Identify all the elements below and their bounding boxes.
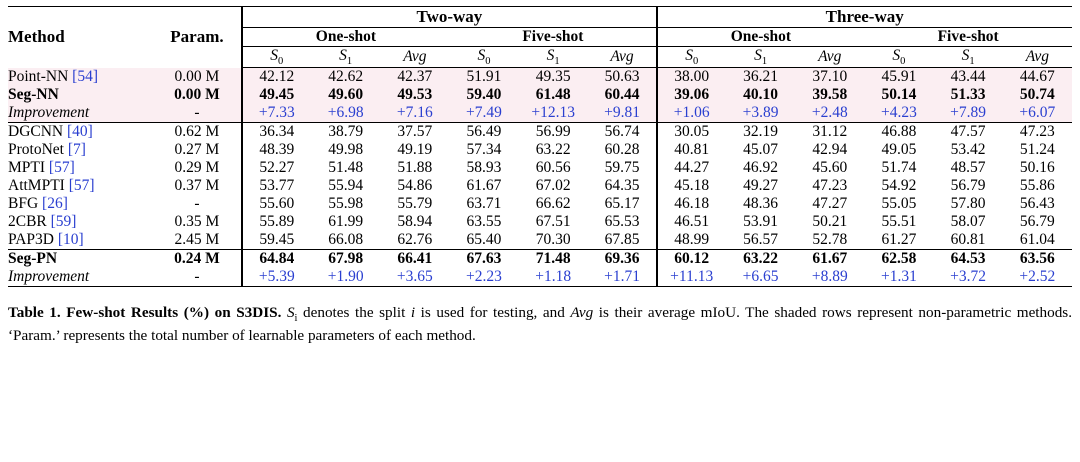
row-value: 31.12 bbox=[812, 123, 848, 141]
row-value: 60.12 bbox=[657, 250, 726, 269]
method-name: DGCNN bbox=[8, 123, 64, 141]
caption-label: Table 1. bbox=[8, 304, 61, 322]
method-name: ProtoNet bbox=[8, 141, 64, 159]
row-value: +1.06 bbox=[657, 104, 726, 123]
row-value: 59.40 bbox=[466, 86, 502, 104]
row-value: 62.76 bbox=[380, 231, 449, 250]
row-param: - bbox=[152, 268, 242, 287]
row-value: 65.53 bbox=[604, 213, 640, 231]
row-value: 47.27 bbox=[812, 195, 848, 213]
method-name: PAP3D bbox=[8, 231, 54, 249]
caption-sym-i: i bbox=[410, 304, 416, 322]
header-group-three-way: Three-way bbox=[657, 7, 1072, 28]
row-value: 63.55 bbox=[466, 213, 502, 231]
row-value: 50.74 bbox=[1019, 86, 1055, 104]
row-value: 63.71 bbox=[466, 195, 502, 213]
row-value: 36.21 bbox=[743, 68, 779, 86]
row-method bbox=[8, 123, 152, 142]
table-row bbox=[8, 68, 1072, 87]
row-value: 49.98 bbox=[328, 141, 364, 159]
table-row bbox=[8, 141, 1072, 159]
row-param: 0.35 M bbox=[174, 213, 220, 231]
row-value: 52.78 bbox=[795, 231, 864, 250]
header-metric-s0: $S_0$ bbox=[242, 47, 311, 68]
row-value: 56.74 bbox=[604, 123, 640, 141]
table-row bbox=[8, 104, 1072, 123]
caption-rest-3: is their average mIoU. The shaded rows represent non-parametric methods. ‘Param.’ represents the total number of learnable parameters of each method. bbox=[8, 304, 1073, 345]
header-param: Param. bbox=[152, 7, 242, 68]
row-value: 48.99 bbox=[657, 231, 726, 250]
row-value: 45.91 bbox=[881, 68, 917, 86]
row-value: 64.35 bbox=[604, 177, 640, 195]
row-value: 56.49 bbox=[466, 123, 502, 141]
row-value: +3.65 bbox=[380, 268, 449, 287]
row-param: 0.62 M bbox=[174, 123, 220, 141]
row-value: +1.71 bbox=[588, 268, 657, 287]
row-value: +3.89 bbox=[726, 104, 795, 123]
row-value: 65.17 bbox=[604, 195, 640, 213]
row-value: 51.88 bbox=[397, 159, 433, 177]
row-value: 64.84 bbox=[242, 250, 311, 269]
row-value: 49.45 bbox=[242, 86, 311, 104]
row-param: 0.29 M bbox=[174, 159, 220, 177]
row-value: +2.48 bbox=[795, 104, 864, 123]
row-value: 67.02 bbox=[535, 177, 571, 195]
row-value: 53.42 bbox=[950, 141, 986, 159]
row-value: 53.91 bbox=[743, 213, 779, 231]
row-method bbox=[8, 141, 152, 159]
row-value: 37.10 bbox=[812, 68, 848, 86]
row-value: 61.99 bbox=[328, 213, 364, 231]
header-metric-avg: Avg bbox=[1003, 47, 1072, 68]
row-value: +9.81 bbox=[588, 104, 657, 123]
row-value: 64.53 bbox=[950, 250, 986, 268]
row-value: 70.30 bbox=[519, 231, 588, 250]
row-value: 32.19 bbox=[743, 123, 779, 141]
row-value: 51.48 bbox=[328, 159, 364, 177]
row-value: 47.57 bbox=[950, 123, 986, 141]
row-value: 58.93 bbox=[466, 159, 502, 177]
row-value: +6.65 bbox=[726, 268, 795, 287]
header-shot-three-way-one: One-shot bbox=[657, 28, 864, 47]
citation-link[interactable]: [40] bbox=[63, 123, 93, 141]
citation-link[interactable]: [26] bbox=[38, 195, 68, 213]
table-caption bbox=[8, 303, 1072, 347]
row-value: 59.75 bbox=[604, 159, 640, 177]
row-value: 42.62 bbox=[328, 68, 364, 86]
table-row bbox=[8, 159, 1072, 177]
row-value: 56.79 bbox=[950, 177, 986, 195]
row-value: +6.98 bbox=[311, 104, 380, 123]
row-value: 49.60 bbox=[328, 86, 364, 104]
row-value: 66.41 bbox=[397, 250, 433, 268]
row-param: - bbox=[194, 195, 200, 213]
header-metric-s0: $S_0$ bbox=[864, 47, 933, 68]
row-value: 51.24 bbox=[1019, 141, 1055, 159]
table-row bbox=[8, 250, 1072, 269]
method-name: Seg-PN bbox=[8, 250, 58, 268]
row-value: 59.45 bbox=[242, 231, 311, 250]
citation-link[interactable]: [59] bbox=[46, 213, 77, 231]
table-row bbox=[8, 231, 1072, 250]
row-value: 55.51 bbox=[881, 213, 917, 231]
row-method bbox=[8, 86, 152, 104]
row-value: 44.67 bbox=[1019, 68, 1055, 86]
row-method bbox=[8, 159, 152, 177]
row-value: 45.07 bbox=[743, 141, 779, 159]
citation-link[interactable]: [57] bbox=[45, 159, 75, 177]
row-value: +1.90 bbox=[311, 268, 380, 287]
row-method bbox=[8, 68, 152, 87]
row-value: 52.27 bbox=[242, 159, 311, 177]
method-name: BFG bbox=[8, 195, 39, 213]
row-value: 49.35 bbox=[535, 68, 571, 86]
row-value: 56.99 bbox=[535, 123, 571, 141]
row-value: 45.60 bbox=[812, 159, 848, 177]
row-value: 50.14 bbox=[881, 86, 917, 104]
header-metric-s1: $S_1$ bbox=[519, 47, 588, 68]
row-value: 67.51 bbox=[535, 213, 571, 231]
row-value: 46.51 bbox=[657, 213, 726, 231]
row-value: 56.79 bbox=[1019, 213, 1055, 231]
header-shot-two-way-one: One-shot bbox=[242, 28, 449, 47]
table-row bbox=[8, 268, 1072, 287]
row-value: 69.36 bbox=[604, 250, 640, 268]
caption-rest-1: denotes the split bbox=[297, 304, 411, 322]
row-value: 57.80 bbox=[950, 195, 986, 213]
row-value: 49.53 bbox=[397, 86, 433, 104]
row-value: 55.05 bbox=[881, 195, 917, 213]
row-value: 55.79 bbox=[397, 195, 433, 213]
method-name: 2CBR bbox=[8, 213, 47, 231]
row-value: 42.12 bbox=[242, 68, 311, 87]
row-param: 0.37 M bbox=[174, 177, 220, 195]
row-value: 66.62 bbox=[535, 195, 571, 213]
row-value: 55.60 bbox=[242, 195, 311, 213]
row-value: +5.39 bbox=[242, 268, 311, 287]
row-value: 61.67 bbox=[812, 250, 848, 268]
caption-rest-2: is used for testing, and bbox=[415, 304, 571, 322]
row-value: 46.92 bbox=[743, 159, 779, 177]
row-value: 55.94 bbox=[328, 177, 364, 195]
header-metric-s1: $S_1$ bbox=[726, 47, 795, 68]
table-row bbox=[8, 86, 1072, 104]
row-value: 65.40 bbox=[449, 231, 518, 250]
row-value: 63.22 bbox=[743, 250, 779, 268]
row-value: 50.63 bbox=[604, 68, 640, 86]
row-value: 38.79 bbox=[328, 123, 364, 141]
row-param: 0.24 M bbox=[174, 250, 220, 268]
row-value: 39.06 bbox=[657, 86, 726, 104]
row-value: +7.89 bbox=[934, 104, 1003, 123]
row-value: 57.34 bbox=[466, 141, 502, 159]
row-value: 51.74 bbox=[881, 159, 917, 177]
header-shot-two-way-five: Five-shot bbox=[449, 28, 656, 47]
header-metric-avg: Avg bbox=[588, 47, 657, 68]
row-value: 37.57 bbox=[397, 123, 433, 141]
row-value: 49.27 bbox=[743, 177, 779, 195]
header-metric-s1: $S_1$ bbox=[311, 47, 380, 68]
row-value: 47.23 bbox=[1019, 123, 1055, 141]
row-value: 67.98 bbox=[328, 250, 364, 268]
row-value: 40.81 bbox=[657, 141, 726, 159]
row-value: 46.88 bbox=[881, 123, 917, 141]
caption-sym-avg: Avg bbox=[570, 304, 594, 322]
table-row bbox=[8, 123, 1072, 142]
row-value: 61.27 bbox=[864, 231, 933, 250]
row-value: 56.57 bbox=[726, 231, 795, 250]
row-value: 49.19 bbox=[397, 141, 433, 159]
row-value: 51.33 bbox=[950, 86, 986, 104]
row-value: 50.16 bbox=[1019, 159, 1055, 177]
row-value: 60.44 bbox=[604, 86, 640, 104]
row-value: +2.52 bbox=[1003, 268, 1072, 287]
row-value: 61.04 bbox=[1003, 231, 1072, 250]
method-name: MPTI bbox=[8, 159, 46, 177]
row-value: +11.13 bbox=[657, 268, 726, 287]
row-value: 55.98 bbox=[328, 195, 364, 213]
row-value: 44.27 bbox=[657, 159, 726, 177]
row-method bbox=[8, 104, 152, 123]
header-metric-avg: Avg bbox=[380, 47, 449, 68]
citation-link[interactable]: [57] bbox=[64, 177, 95, 195]
row-value: 51.91 bbox=[466, 68, 502, 86]
row-value: 39.58 bbox=[812, 86, 848, 104]
row-value: 42.94 bbox=[812, 141, 848, 159]
row-method bbox=[8, 177, 152, 195]
row-value: 48.36 bbox=[743, 195, 779, 213]
row-value: 58.94 bbox=[397, 213, 433, 231]
row-value: 45.18 bbox=[657, 177, 726, 195]
table-row bbox=[8, 213, 1072, 231]
row-method bbox=[8, 213, 152, 231]
row-value: 56.43 bbox=[1019, 195, 1055, 213]
row-value: 40.10 bbox=[743, 86, 779, 104]
row-value: 50.21 bbox=[812, 213, 848, 231]
row-value: 36.34 bbox=[242, 123, 311, 142]
row-value: 66.08 bbox=[311, 231, 380, 250]
method-name: Point-NN bbox=[8, 67, 69, 85]
row-value: 60.28 bbox=[604, 141, 640, 159]
caption-title: Few-shot Results (%) on S3DIS. bbox=[66, 304, 282, 322]
citation-link[interactable]: [10] bbox=[53, 231, 84, 249]
row-value: 71.48 bbox=[535, 250, 571, 268]
row-value: +1.31 bbox=[864, 268, 933, 287]
method-name: Improvement bbox=[8, 104, 90, 122]
header-metric-s0: $S_0$ bbox=[449, 47, 518, 68]
row-value: +12.13 bbox=[519, 104, 588, 123]
row-value: 47.23 bbox=[812, 177, 848, 195]
row-param: 0.27 M bbox=[174, 141, 220, 159]
method-name: Seg-NN bbox=[8, 86, 59, 104]
row-value: 43.44 bbox=[950, 68, 986, 86]
results-table bbox=[8, 6, 1072, 287]
row-method bbox=[8, 250, 152, 269]
table-row bbox=[8, 177, 1072, 195]
row-value: 55.86 bbox=[1019, 177, 1055, 195]
row-value: 54.86 bbox=[397, 177, 433, 195]
row-param: 2.45 M bbox=[152, 231, 242, 250]
row-value: 60.81 bbox=[934, 231, 1003, 250]
row-value: 48.57 bbox=[950, 159, 986, 177]
row-value: +8.89 bbox=[795, 268, 864, 287]
row-value: 61.67 bbox=[466, 177, 502, 195]
row-value: 42.37 bbox=[397, 68, 433, 86]
row-value: 38.00 bbox=[657, 68, 726, 87]
row-value: +3.72 bbox=[934, 268, 1003, 287]
row-value: 58.07 bbox=[950, 213, 986, 231]
row-value: 54.92 bbox=[881, 177, 917, 195]
header-method: Method bbox=[8, 7, 152, 68]
citation-link[interactable]: [7] bbox=[63, 141, 86, 159]
row-value: +2.23 bbox=[449, 268, 518, 287]
row-value: 62.58 bbox=[881, 250, 917, 268]
row-value: 46.18 bbox=[657, 195, 726, 213]
header-row-groups bbox=[8, 7, 1072, 28]
row-value: +7.16 bbox=[380, 104, 449, 123]
row-value: 67.85 bbox=[588, 231, 657, 250]
row-param: 0.00 M bbox=[174, 86, 220, 104]
row-value: 61.48 bbox=[535, 86, 571, 104]
header-shot-three-way-five: Five-shot bbox=[864, 28, 1072, 47]
row-value: +4.23 bbox=[864, 104, 933, 123]
row-value: +1.18 bbox=[519, 268, 588, 287]
table-row bbox=[8, 195, 1072, 213]
header-metric-avg: Avg bbox=[795, 47, 864, 68]
row-value: 48.39 bbox=[242, 141, 311, 159]
row-method bbox=[8, 231, 152, 250]
citation-link[interactable]: [54] bbox=[68, 67, 98, 85]
row-value: 30.05 bbox=[657, 123, 726, 142]
row-value: +6.07 bbox=[1003, 104, 1072, 123]
row-value: 53.77 bbox=[242, 177, 311, 195]
row-value: 49.05 bbox=[881, 141, 917, 159]
row-param: 0.00 M bbox=[174, 67, 220, 85]
method-name: Improvement bbox=[8, 268, 90, 286]
row-method bbox=[8, 195, 152, 213]
row-method bbox=[8, 268, 152, 287]
row-value: 63.56 bbox=[1019, 250, 1055, 268]
header-group-two-way: Two-way bbox=[242, 7, 657, 28]
row-param: - bbox=[152, 104, 242, 123]
row-value: 55.89 bbox=[242, 213, 311, 231]
caption-sym-si: $S_i$ bbox=[286, 304, 298, 325]
row-value: 60.56 bbox=[535, 159, 571, 177]
row-value: +7.49 bbox=[449, 104, 518, 123]
method-name: AttMPTI bbox=[8, 177, 65, 195]
header-metric-s1: $S_1$ bbox=[934, 47, 1003, 68]
header-metric-s0: $S_0$ bbox=[657, 47, 726, 68]
row-value: 67.63 bbox=[466, 250, 502, 268]
row-value: +7.33 bbox=[242, 104, 311, 123]
row-value: 63.22 bbox=[535, 141, 571, 159]
